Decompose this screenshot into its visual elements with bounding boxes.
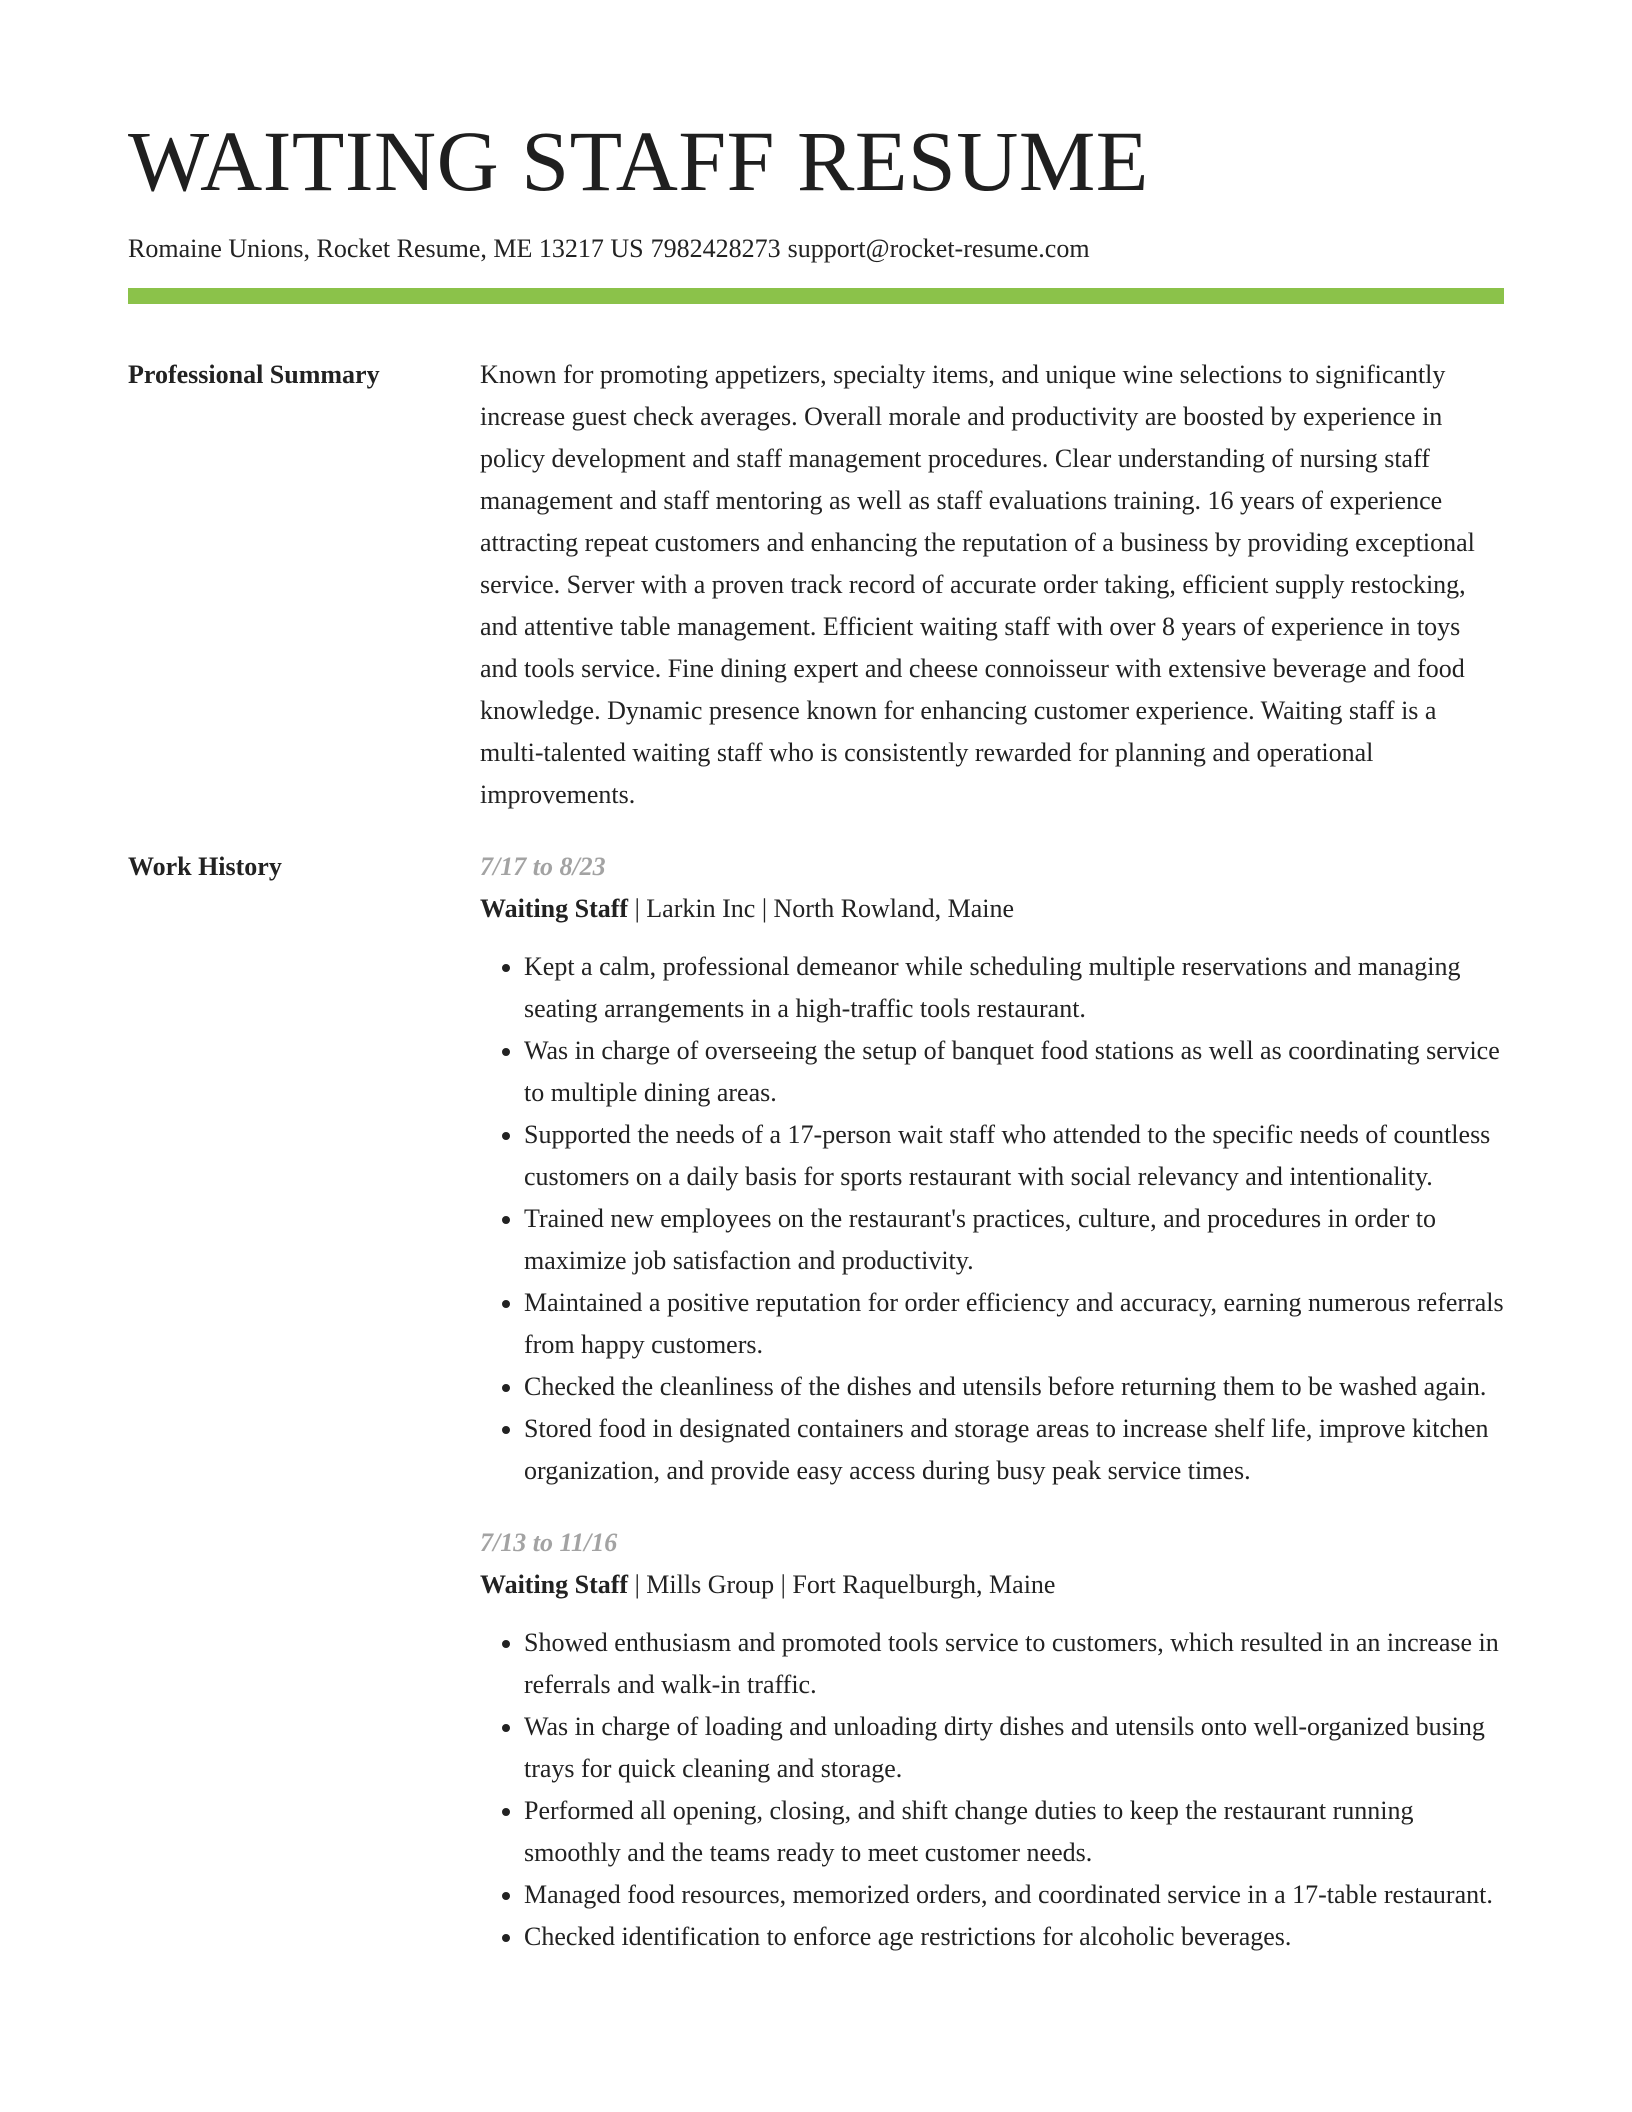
professional-summary-section [128,354,1504,816]
job-location: North Rowland, Maine [773,893,1014,923]
summary-body [480,354,1504,816]
contact-line [128,232,1504,266]
section-label-summary: Professional Summary [128,359,380,389]
job-bullet: • Kept a calm, professional demeanor while scheduling multiple reservations and managing seating arrangements in a high-traffic tools restaurant. [524,946,1504,1030]
job-entry [480,1522,1504,1958]
accent-divider [128,288,1504,304]
job-separator: | [755,893,774,923]
job-company: Mills Group [646,1569,775,1599]
resume-page [128,113,1504,1988]
section-label-work-history: Work History [128,851,282,881]
job-bullet: • Checked identification to enforce age restrictions for alcoholic beverages. [524,1916,1504,1958]
job-heading [480,1564,1504,1606]
job-bullet: • Stored food in designated containers and storage areas to increase shelf life, improve kitchen organization, and provide easy access during busy peak service times. [524,1408,1504,1492]
job-entry [480,846,1504,1492]
job-bullet-list [480,1622,1504,1958]
job-bullet: • Maintained a positive reputation for order efficiency and accuracy, earning numerous referrals from happy customers. [524,1282,1504,1366]
job-dates: 7/17 to 8/23 [480,851,606,881]
job-separator: | [628,1569,647,1599]
job-bullet: • Managed food resources, memorized orders, and coordinated service in a 17-table restaurant. [524,1874,1504,1916]
job-heading [480,888,1504,930]
job-separator: | [628,893,647,923]
job-bullet: • Was in charge of loading and unloading dirty dishes and utensils onto well-organized busing trays for quick cleaning and storage. [524,1706,1504,1790]
resume-title: WAITING STAFF RESUME [128,113,1149,209]
job-role: Waiting Staff [480,1569,629,1599]
contact-phone: 7982428273 [650,234,781,263]
job-bullet: • Performed all opening, closing, and shift change duties to keep the restaurant running smoothly and the teams ready to meet customer needs. [524,1790,1504,1874]
job-company: Larkin Inc [646,893,756,923]
job-bullet: • Trained new employees on the restaurant's practices, culture, and procedures in order to maximize job satisfaction and productivity. [524,1198,1504,1282]
job-separator: | [774,1569,793,1599]
job-role: Waiting Staff [480,893,629,923]
job-bullet: • Was in charge of overseeing the setup of banquet food stations as well as coordinating service to multiple dining areas. [524,1030,1504,1114]
job-dates: 7/13 to 11/16 [480,1527,618,1557]
job-bullet-list [480,946,1504,1492]
summary-text: Known for promoting appetizers, specialty items, and unique wine selections to significantly increase guest check averages. Overall morale and productivity are boosted by experience in policy development and staff management procedures. Clear understanding of nursing staff management and staff mentoring as well as staff evaluations training. 16 years of experience attracting repeat customers and enhancing the reputation of a business by providing exceptional service. Server with a proven track record of accurate order taking, efficient supply restocking, and attentive table management. Efficient waiting staff with over 8 years of experience in toys and tools service. Fine dining expert and cheese connoisseur with extensive beverage and food knowledge. Dynamic presence known for enhancing customer experience. Waiting staff is a multi-talented waiting staff who is consistently rewarded for planning and operational improvements. [480,359,1475,809]
job-location: Fort Raquelburgh, Maine [792,1569,1056,1599]
job-bullet: • Supported the needs of a 17-person wait staff who attended to the specific needs of countless customers on a daily basis for sports restaurant with social relevancy and intentionality. [524,1114,1504,1198]
job-bullet: • Checked the cleanliness of the dishes and utensils before returning them to be washed again. [524,1366,1504,1408]
work-history-body [480,846,1504,1988]
work-history-section [128,846,1504,1988]
contact-address: Romaine Unions, Rocket Resume, ME 13217 US [128,234,644,263]
job-bullet: • Showed enthusiasm and promoted tools service to customers, which resulted in an increase in referrals and walk-in traffic. [524,1622,1504,1706]
contact-email: support@rocket-resume.com [787,234,1090,263]
